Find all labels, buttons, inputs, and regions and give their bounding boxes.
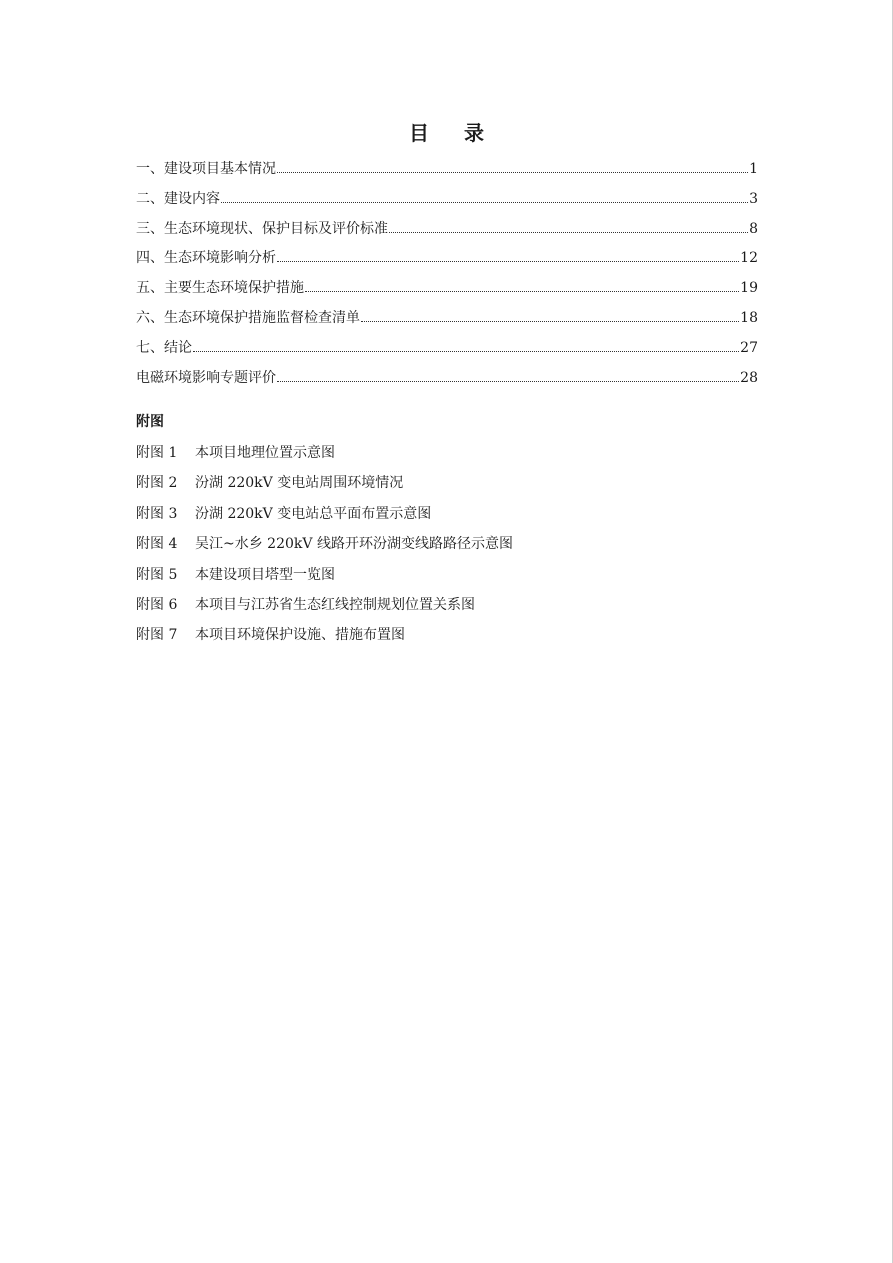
- toc-dot-leader: [277, 172, 748, 173]
- toc-dot-leader: [389, 232, 748, 233]
- toc-entry[interactable]: [136, 304, 758, 334]
- figure-title: 本建设项目塔型一览图: [195, 566, 335, 583]
- figure-entry[interactable]: [136, 529, 513, 559]
- toc-entry-title: 七、结论: [136, 339, 192, 356]
- toc-dot-leader: [305, 291, 739, 292]
- figure-title: 本项目地理位置示意图: [195, 445, 335, 461]
- toc-page-number: 19: [740, 280, 758, 297]
- toc-dot-leader: [221, 202, 748, 203]
- toc-dot-leader: [361, 321, 739, 322]
- figure-title: 汾湖 220kV 变电站周围环境情况: [195, 475, 404, 492]
- figure-entry[interactable]: [136, 560, 513, 590]
- toc-entry-title: 二、建设内容: [136, 190, 220, 207]
- toc-entry[interactable]: [136, 215, 758, 245]
- toc-entry[interactable]: [136, 185, 758, 215]
- figure-label: 附图 6: [136, 596, 178, 613]
- figure-label: 附图 2: [136, 475, 178, 492]
- toc-entry[interactable]: [136, 244, 758, 274]
- figure-entry[interactable]: [136, 468, 513, 498]
- page-title: 目 录: [409, 121, 498, 145]
- figure-title: 本项目与江苏省生态红线控制规划位置关系图: [195, 596, 475, 613]
- toc-dot-leader: [277, 261, 739, 262]
- toc-entry[interactable]: [136, 364, 758, 394]
- toc-entry-title: 四、生态环境影响分析: [136, 250, 276, 267]
- toc-entry-title: 一、建设项目基本情况: [136, 161, 276, 177]
- figure-entry[interactable]: [136, 438, 513, 468]
- figure-title: 汾湖 220kV 变电站总平面布置示意图: [195, 505, 432, 522]
- figure-label: 附图 1: [136, 445, 178, 461]
- toc-page-number: 1: [749, 161, 758, 177]
- table-of-contents: [136, 155, 758, 393]
- figure-label: 附图 3: [136, 505, 178, 522]
- toc-page-number: 28: [740, 369, 758, 386]
- figure-label: 附图 4: [136, 536, 178, 553]
- toc-page-number: 8: [749, 220, 758, 237]
- toc-entry-title: 三、生态环境现状、保护目标及评价标准: [136, 220, 388, 237]
- toc-entry[interactable]: [136, 334, 758, 364]
- toc-entry[interactable]: [136, 274, 758, 304]
- toc-entry-title: 五、主要生态环境保护措施: [136, 280, 304, 297]
- toc-dot-leader: [277, 381, 739, 382]
- toc-entry-title: 六、生态环境保护措施监督检查清单: [136, 309, 360, 326]
- toc-page-number: 12: [740, 250, 758, 267]
- toc-entry[interactable]: [136, 155, 758, 185]
- figure-label: 附图 5: [136, 566, 178, 583]
- figures-heading: 附图: [136, 414, 164, 430]
- toc-dot-leader: [193, 351, 739, 352]
- figure-title: 本项目环境保护设施、措施布置图: [195, 627, 405, 644]
- figure-label: 附图 7: [136, 627, 178, 644]
- figure-entry[interactable]: [136, 620, 513, 650]
- figures-list: [136, 438, 513, 651]
- toc-page-number: 27: [740, 339, 758, 356]
- figure-entry[interactable]: [136, 590, 513, 620]
- toc-page-number: 18: [740, 309, 758, 326]
- figure-entry[interactable]: [136, 499, 513, 529]
- figure-title: 吴江~水乡 220kV 线路开环汾湖变线路路径示意图: [195, 536, 513, 553]
- toc-page-number: 3: [749, 190, 758, 207]
- toc-entry-title: 电磁环境影响专题评价: [136, 369, 276, 386]
